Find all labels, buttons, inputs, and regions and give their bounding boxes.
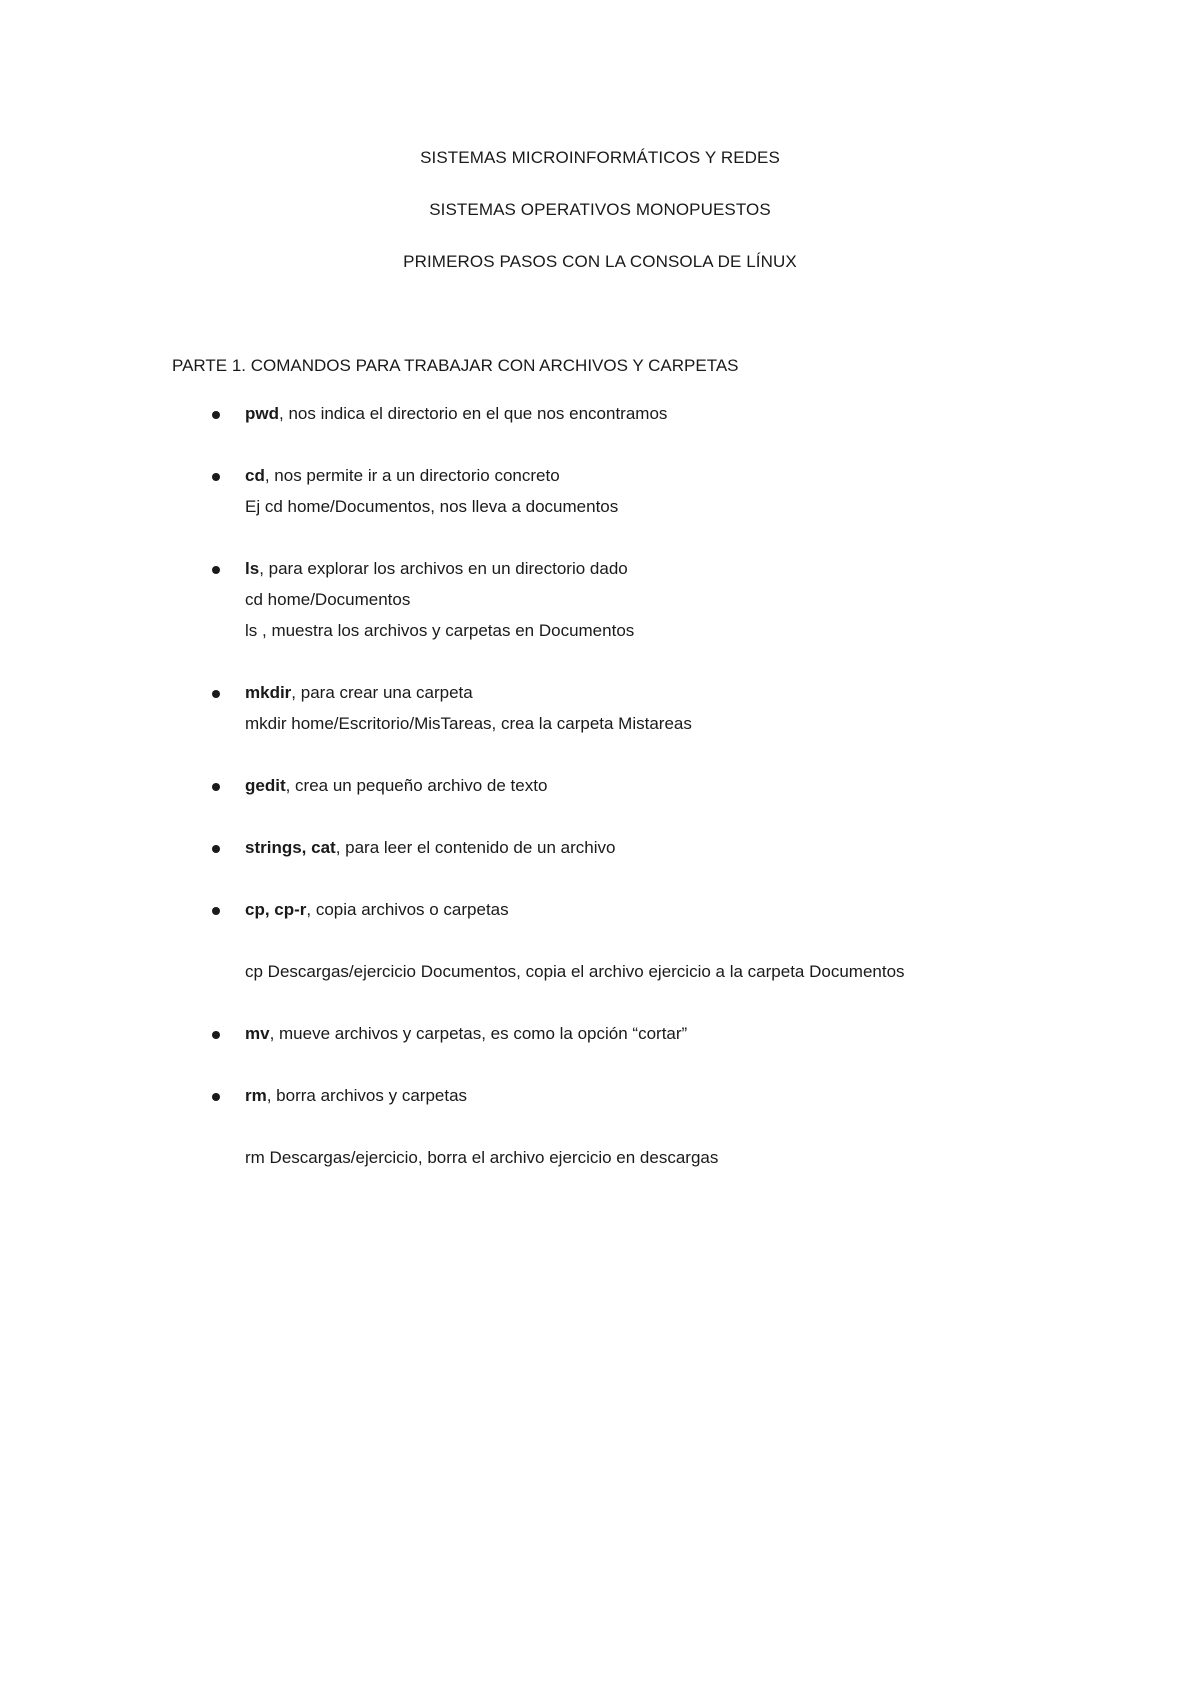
bullet-icon <box>212 783 220 791</box>
command-example: mkdir home/Escritorio/MisTareas, crea la carpeta Mistareas <box>245 714 692 733</box>
command-name: ls <box>245 559 260 578</box>
list-item-mv <box>245 1024 687 1044</box>
command-example: cd home/Documentos <box>245 590 411 609</box>
document-subtitle: SISTEMAS OPERATIVOS MONOPUESTOS <box>429 200 771 219</box>
command-description: , para leer el contenido de un archivo <box>335 838 616 857</box>
section-heading: PARTE 1. COMANDOS PARA TRABAJAR CON ARCHIVOS Y CARPETAS <box>172 356 739 375</box>
command-description: , nos permite ir a un directorio concreto <box>264 466 560 485</box>
command-name: gedit <box>245 776 286 795</box>
command-description: , copia archivos o carpetas <box>306 900 509 919</box>
list-item-cd <box>245 466 560 486</box>
bullet-icon <box>212 907 220 915</box>
command-name: cp, cp-r <box>245 900 307 919</box>
command-description: , nos indica el directorio en el que nos encontramos <box>279 404 668 423</box>
bullet-icon <box>212 473 220 481</box>
list-item-gedit <box>245 776 547 796</box>
command-example: cp Descargas/ejercicio Documentos, copia el archivo ejercicio a la carpeta Documentos <box>245 962 905 981</box>
document-title: SISTEMAS MICROINFORMÁTICOS Y REDES <box>420 148 780 167</box>
bullet-icon <box>212 1031 220 1039</box>
command-name: mv <box>245 1024 270 1043</box>
list-item-ls <box>245 559 628 579</box>
command-example: ls , muestra los archivos y carpetas en Documentos <box>245 621 635 640</box>
command-description: , mueve archivos y carpetas, es como la opción “cortar” <box>269 1024 688 1043</box>
bullet-icon <box>212 1093 220 1101</box>
command-name: strings, cat <box>245 838 336 857</box>
list-item-mkdir <box>245 683 473 703</box>
bullet-icon <box>212 411 220 419</box>
list-item-pwd <box>245 404 667 424</box>
list-item-cp <box>245 900 509 920</box>
bullet-icon <box>212 566 220 574</box>
command-example: Ej cd home/Documentos, nos lleva a documentos <box>245 497 619 516</box>
list-item-rm <box>245 1086 467 1106</box>
command-name: mkdir <box>245 683 292 702</box>
command-description: , para explorar los archivos en un directorio dado <box>259 559 628 578</box>
bullet-icon <box>212 690 220 698</box>
command-description: , crea un pequeño archivo de texto <box>285 776 548 795</box>
list-item-strings-cat <box>245 838 615 858</box>
bullet-icon <box>212 845 220 853</box>
command-example: rm Descargas/ejercicio, borra el archivo ejercicio en descargas <box>245 1148 719 1167</box>
document-topic: PRIMEROS PASOS CON LA CONSOLA DE LÍNUX <box>403 252 797 271</box>
command-description: , borra archivos y carpetas <box>266 1086 468 1105</box>
command-name: pwd <box>245 404 279 423</box>
command-description: , para crear una carpeta <box>291 683 473 702</box>
command-name: cd <box>245 466 265 485</box>
command-name: rm <box>245 1086 267 1105</box>
